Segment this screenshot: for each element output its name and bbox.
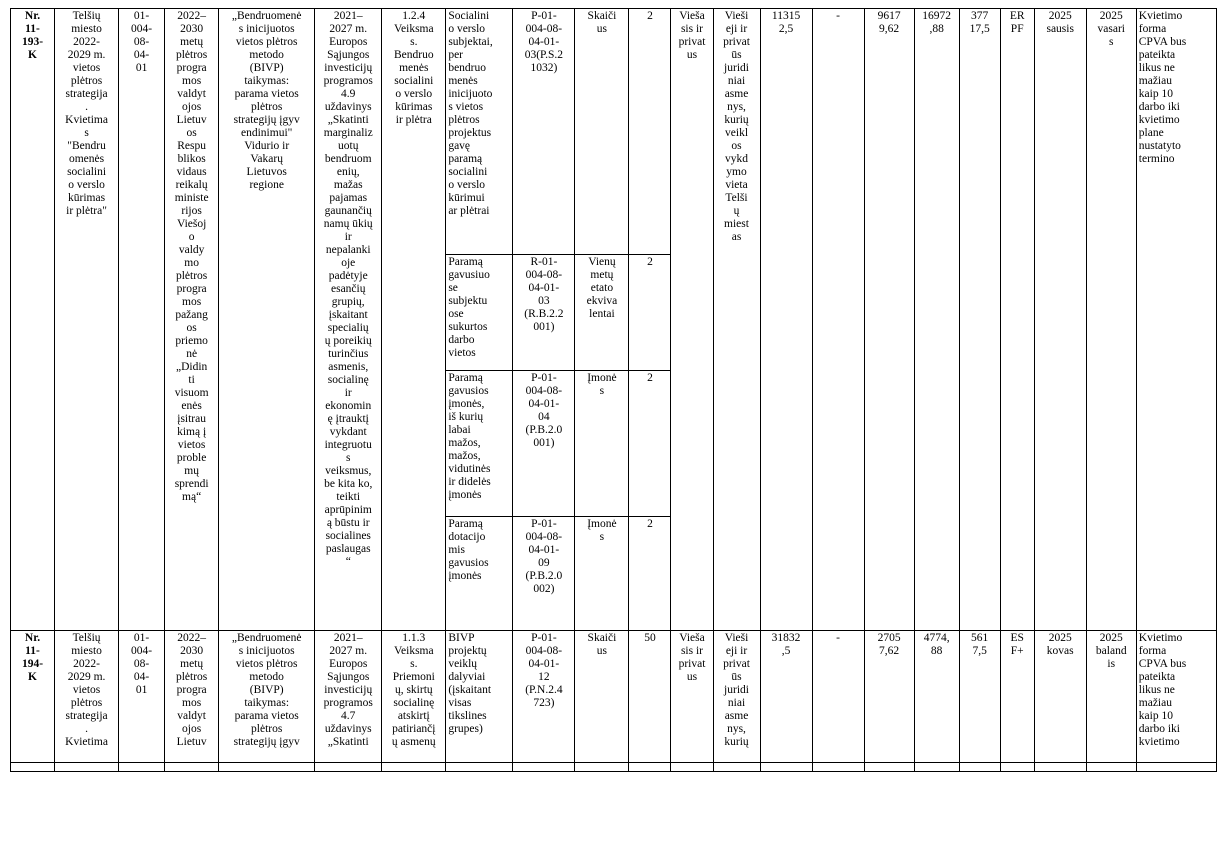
measures-table	[10, 8, 1217, 772]
indicator-value-cell: 2	[629, 9, 671, 255]
funding-source-cell: Vieša sis ir privat us	[671, 9, 713, 631]
blank-cell	[1136, 763, 1216, 772]
blank-cell	[382, 763, 446, 772]
total-amount-cell: 11315 2,5	[760, 9, 812, 631]
end-date-cell: 2025 vasari s	[1086, 9, 1136, 631]
start-date-cell: 2025 kovas	[1034, 631, 1086, 763]
funding-source-cell: Vieša sis ir privat us	[671, 631, 713, 763]
start-date-cell: 2025 sausis	[1034, 9, 1086, 631]
indicator-name-cell: BIVP projektų veiklų dalyviai (įskaitant visas tikslines grupes)	[446, 631, 513, 763]
indicator-code-cell: P-01- 004-08- 04-01- 04 (P.B.2.0 001)	[513, 371, 575, 517]
note-cell: Kvietimo forma CPVA bus pateikta likus ne mažiau kaip 10 darbo iki kvietimo	[1136, 631, 1216, 763]
blank-cell	[219, 763, 315, 772]
blank-cell	[575, 763, 629, 772]
amount-cell-2: 16972 ,88	[914, 9, 959, 631]
action-cell: 1.2.4 Veiksma s. Bendruo menės socialini o verslo kūrimas ir plėtra	[382, 9, 446, 631]
indicator-unit-cell: Vienų metų etato ekviva lentai	[575, 255, 629, 371]
amount-cell-2: 4774, 88	[914, 631, 959, 763]
blank-cell	[914, 763, 959, 772]
indicator-value-cell: 50	[629, 631, 671, 763]
blank-cell	[760, 763, 812, 772]
measure-number-cell: Nr. 11- 193- K	[11, 9, 55, 631]
program-cell: 2022– 2030 metų plėtros progra mos valdyt ojos Lietuv	[165, 631, 219, 763]
plan-code-cell: 01- 004- 08- 04- 01	[119, 631, 165, 763]
indicator-code-cell: P-01- 004-08- 04-01- 09 (P.B.2.0 002)	[513, 517, 575, 631]
blank-cell	[11, 763, 55, 772]
program-cell: 2022– 2030 metų plėtros progra mos valdyt ojos Lietuv os Respu blikos vidaus reikalų ministe rijos Viešoj o valdy mo plėtros progra mos pažang os priemo nė „Didin ti visuom enės įsitrau kimą į vietos proble mų sprendi mą“	[165, 9, 219, 631]
amount-cell-1: 2705 7,62	[864, 631, 914, 763]
note-cell: Kvietimo forma CPVA bus pateikta likus ne mažiau kaip 10 darbo iki kvietimo plane nustatyto termino	[1136, 9, 1216, 631]
table-body	[11, 9, 1217, 772]
fund-cell: ER PF	[1000, 9, 1034, 631]
plan-cell: Telšių miesto 2022- 2029 m. vietos plėtros strategija . Kvietima s "Bendru omenės socialini o verslo kūrimas ir plėtra"	[55, 9, 119, 631]
indicator-code-cell: P-01- 004-08- 04-01- 03(P.S.2 1032)	[513, 9, 575, 255]
indicator-value-cell: 2	[629, 517, 671, 631]
fund-cell: ES F+	[1000, 631, 1034, 763]
indicator-code-cell: P-01- 004-08- 04-01- 12 (P.N.2.4 723)	[513, 631, 575, 763]
applicants-cell: Vieši eji ir privat ūs juridi niai asme nys, kurių	[713, 631, 760, 763]
applicants-cell: Vieši eji ir privat ūs juridi niai asme nys, kurių veikl os vykd ymo vieta Telši ų miest as	[713, 9, 760, 631]
blank-cell	[864, 763, 914, 772]
end-date-cell: 2025 baland is	[1086, 631, 1136, 763]
blank-cell	[315, 763, 382, 772]
indicator-name-cell: Paramą gavusios įmonės, iš kurių labai mažos, mažos, vidutinės ir didelės įmonės	[446, 371, 513, 517]
action-cell: 1.1.3 Veiksma s. Priemoni ų, skirtų socialinę atskirtį patiriančį ų asmenų	[382, 631, 446, 763]
total-amount-cell: 31832 ,5	[760, 631, 812, 763]
blank-cell	[671, 763, 713, 772]
indicator-name-cell: Socialini o verslo subjektai, per bendruo menės inicijuoto s vietos plėtros projektus gavę paramą socialini o verslo kūrimui ar plėtrai	[446, 9, 513, 255]
blank-cell	[446, 763, 513, 772]
amount-cell-3: 561 7,5	[959, 631, 1000, 763]
blank-cell	[119, 763, 165, 772]
blank-cell	[629, 763, 671, 772]
indicator-code-cell: R-01- 004-08- 04-01- 03 (R.B.2.2 001)	[513, 255, 575, 371]
measure-number-cell: Nr. 11- 194- K	[11, 631, 55, 763]
blank-cell	[165, 763, 219, 772]
table-row	[11, 9, 1217, 255]
blank-cell	[1034, 763, 1086, 772]
plan-code-cell: 01- 004- 08- 04- 01	[119, 9, 165, 631]
blank-cell	[713, 763, 760, 772]
indicator-unit-cell: Įmonė s	[575, 371, 629, 517]
eu-objective-cell: 2021– 2027 m. Europos Sąjungos investicijų programos 4.9 uždavinys „Skatinti marginaliz uotų bendruom enių, mažas pajamas gaunančių namų ūkių ir nepalanki oje padėtyje esančių grupių, įskaitant specialių ų poreikių turinčius asmenis, socialinę ir ekonomin ę įtrauktį vykdant integruotu s veiksmus, be kita ko, teikti aprūpinim ą būstu ir socialines paslaugas “	[315, 9, 382, 631]
indicator-unit-cell: Skaiči us	[575, 9, 629, 255]
amount-cell-3: 377 17,5	[959, 9, 1000, 631]
indicator-unit-cell: Skaiči us	[575, 631, 629, 763]
blank-cell	[513, 763, 575, 772]
blank-cell	[959, 763, 1000, 772]
empty-amount-cell: -	[812, 631, 864, 763]
blank-cell	[55, 763, 119, 772]
indicator-name-cell: Paramą gavusiuo se subjektu ose sukurtos darbo vietos	[446, 255, 513, 371]
measure-name-cell: „Bendruomenė s inicijuotos vietos plėtros metodo (BIVP) taikymas: parama vietos plėtros strategijų įgyv endinimui" Vidurio ir Vakarų Lietuvos regione	[219, 9, 315, 631]
amount-cell-1: 9617 9,62	[864, 9, 914, 631]
eu-objective-cell: 2021– 2027 m. Europos Sąjungos investicijų programos 4.7 uždavinys „Skatinti	[315, 631, 382, 763]
blank-cell	[1000, 763, 1034, 772]
plan-cell: Telšių miesto 2022- 2029 m. vietos plėtros strategija . Kvietima	[55, 631, 119, 763]
indicator-value-cell: 2	[629, 371, 671, 517]
table-row	[11, 631, 1217, 763]
indicator-unit-cell: Įmonė s	[575, 517, 629, 631]
blank-row	[11, 763, 1217, 772]
blank-cell	[1086, 763, 1136, 772]
indicator-name-cell: Paramą dotacijo mis gavusios įmonės	[446, 517, 513, 631]
empty-amount-cell: -	[812, 9, 864, 631]
blank-cell	[812, 763, 864, 772]
indicator-value-cell: 2	[629, 255, 671, 371]
measure-name-cell: „Bendruomenė s inicijuotos vietos plėtros metodo (BIVP) taikymas: parama vietos plėtros strategijų įgyv	[219, 631, 315, 763]
